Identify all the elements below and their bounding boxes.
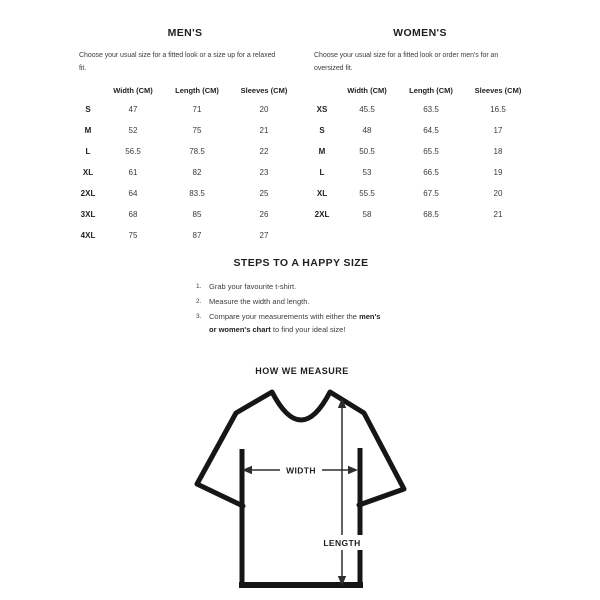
sleeves-value: 22	[259, 147, 269, 156]
sleeves-value: 20	[493, 189, 503, 198]
length-value: 87	[192, 231, 202, 240]
size-label: XL	[316, 189, 328, 198]
length-value: 63.5	[423, 105, 439, 114]
width-value: 64	[128, 189, 138, 198]
steps-list	[195, 280, 385, 338]
sleeves-value: 27	[259, 231, 269, 240]
sleeves-column-header: Sleeves (CM)	[474, 85, 522, 95]
size-label: S	[85, 105, 91, 114]
tshirt-outline	[197, 392, 404, 506]
size-label: S	[319, 126, 325, 135]
width-value: 47	[128, 105, 138, 114]
width-value: 75	[128, 231, 138, 240]
sleeves-value: 21	[259, 126, 269, 135]
table-row	[309, 99, 533, 120]
size-label: 2XL	[314, 210, 330, 219]
table-row	[309, 120, 533, 141]
size-label: M	[318, 147, 326, 156]
table-row	[75, 204, 299, 225]
sleeves-value: 19	[493, 168, 503, 177]
length-column-header: Length (CM)	[175, 85, 219, 95]
table-header-row	[309, 83, 533, 97]
step-item	[195, 295, 385, 308]
size-label: XL	[82, 168, 94, 177]
length-label: LENGTH	[323, 538, 361, 548]
step-text: Compare your measurements with either the	[209, 312, 360, 321]
mens-title: MEN'S	[167, 27, 203, 39]
table-row	[75, 162, 299, 183]
mens-size-table	[75, 83, 299, 246]
width-value: 61	[128, 168, 138, 177]
sleeves-value: 21	[493, 210, 503, 219]
width-value: 68	[128, 210, 138, 219]
step-text: Grab your favourite t-shirt.	[209, 282, 297, 291]
table-row	[75, 141, 299, 162]
table-row	[75, 183, 299, 204]
width-label: WIDTH	[286, 465, 316, 476]
length-value: 78.5	[189, 147, 205, 156]
womens-size-table	[309, 83, 533, 225]
width-value: 52	[128, 126, 138, 135]
size-label: L	[85, 147, 91, 156]
sleeves-value: 20	[259, 105, 269, 114]
sleeves-value: 18	[493, 147, 503, 156]
sleeves-value: 25	[259, 189, 269, 198]
sleeves-value: 26	[259, 210, 269, 219]
womens-title: WOMEN'S	[393, 27, 447, 39]
step-number: 3.	[196, 313, 202, 320]
tshirt-measurement-diagram	[170, 382, 430, 594]
step-item	[195, 310, 385, 336]
width-column-header: Width (CM)	[347, 85, 387, 95]
length-value: 83.5	[189, 189, 205, 198]
measure-title: HOW WE MEASURE	[255, 366, 349, 376]
steps-title: STEPS TO A HAPPY SIZE	[233, 257, 369, 269]
step-number: 1.	[196, 283, 202, 290]
table-row	[309, 162, 533, 183]
step-text: to find your ideal size!	[270, 325, 346, 334]
length-value: 67.5	[423, 189, 439, 198]
size-label: XS	[316, 105, 328, 114]
table-header-row	[75, 83, 299, 97]
size-label: 3XL	[80, 210, 96, 219]
length-value: 75	[192, 126, 202, 135]
width-value: 50.5	[359, 147, 375, 156]
width-column-header: Width (CM)	[113, 85, 153, 95]
width-value: 53	[362, 168, 372, 177]
step-text-bold: men's or women's chart	[209, 312, 381, 334]
width-value: 48	[362, 126, 372, 135]
size-label: M	[84, 126, 92, 135]
womens-description: Choose your usual size for a fitted look or order men's for an oversized fit.	[314, 52, 499, 72]
width-arrowhead-right	[348, 466, 358, 474]
table-row	[75, 225, 299, 246]
width-value: 58	[362, 210, 372, 219]
length-value: 71	[192, 105, 202, 114]
table-row	[75, 120, 299, 141]
size-label: L	[319, 168, 325, 177]
length-value: 65.5	[423, 147, 439, 156]
sleeves-value: 17	[493, 126, 503, 135]
mens-description: Choose your usual size for a fitted look or a size up for a relaxed fit.	[79, 52, 276, 72]
length-column-header: Length (CM)	[409, 85, 453, 95]
length-value: 64.5	[423, 126, 439, 135]
step-number: 2.	[196, 298, 202, 305]
width-value: 56.5	[125, 147, 141, 156]
sleeves-value: 16.5	[490, 105, 506, 114]
sleeves-value: 23	[259, 168, 269, 177]
sleeves-column-header: Sleeves (CM)	[240, 85, 288, 95]
length-value: 68.5	[423, 210, 439, 219]
table-row	[75, 99, 299, 120]
length-value: 82	[192, 168, 202, 177]
length-value: 85	[192, 210, 202, 219]
size-label: 2XL	[80, 189, 96, 198]
width-value: 55.5	[359, 189, 375, 198]
step-item	[195, 280, 385, 293]
table-row	[309, 183, 533, 204]
length-value: 66.5	[423, 168, 439, 177]
size-label: 4XL	[80, 231, 96, 240]
width-value: 45.5	[359, 105, 375, 114]
table-row	[309, 141, 533, 162]
table-row	[309, 204, 533, 225]
step-text: Measure the width and length.	[209, 297, 310, 306]
